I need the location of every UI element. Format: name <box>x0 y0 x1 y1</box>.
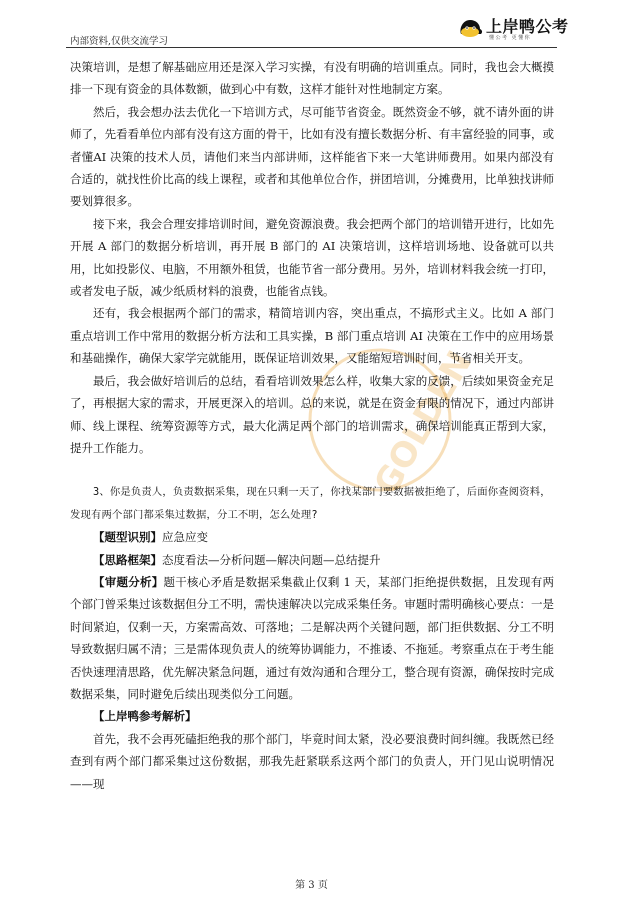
answer-text: 首先，我不会再死磕拒绝我的那个部门，毕竟时间太紧，没必要浪费时间纠缠。我既然已经查到有两个部门都采集过这份数据，那我先赶紧联系这两个部门的负责人，开门见山说明情况——现 <box>70 731 554 791</box>
answer-tag: 【上岸鸭参考解析】 <box>93 709 197 724</box>
brand-logo <box>456 12 569 44</box>
duck-icon <box>456 14 484 42</box>
paragraph-2: 然后，我会想办法去优化一下培训方式，尽可能节省资金。既然资金不够，就不请外面的讲师了，先看看单位内部有没有这方面的骨干，比如有没有擅长数据分析、有丰富经验的同事，或者懂AI 决策的技术人员，请他们来当内部讲师，这样能省下来一大笔讲师费用。如果内部没有合适的，就找性价比高的线上课程，或者和其他单位合作，拼团培训，分摊费用，比单独找讲师要划算很多。 <box>70 104 554 209</box>
frame-text: 态度看法—分析问题—解决问题—总结提升 <box>162 552 381 567</box>
document-body <box>70 56 554 795</box>
question-text: 3、你是负责人，负责数据采集，现在只剩一天了，你找某部门要数据被拒绝了，后面你查阅资料，发现有两个部门都采集过数据，分工不明，怎么处理? <box>70 486 551 521</box>
logo-slogan: 懂公考 更懂你 <box>489 35 532 41</box>
paragraph-4: 还有，我会根据两个部门的需求，精简培训内容，突出重点，不搞形式主义。比如 A 部门重点培训工作中常用的数据分析方法和工具实操，B 部门重点培训 AI 决策在工作中的应用场景和基础操作，确保大家学完就能用，既保证培训效果，又能缩短培训时间，节省相关开支。 <box>70 306 554 366</box>
frame-section <box>70 549 554 571</box>
frame-tag: 【思路框架】 <box>93 552 162 567</box>
analysis-text: 题干核心矛盾是数据采集截止仅剩 1 天，某部门拒绝提供数据，且发现有两个部门曾采集过该数据但分工不明，需快速解决以完成采集任务。审题时需明确核心要点：一是时间紧迫，仅剩一天，方案需高效、可落地；二是解决两个关键问题，部门拒供数据、分工不明导致数据归属不清；三是需体现负责人的统筹协调能力，不推诿、不拖延。考察重点在于考生能否快速理清思路，优先解决紧急问题，通过有效沟通和合理分工，整合现有资源，确保按时完成数据采集，同时避免后续出现类似分工问题。 <box>70 574 555 701</box>
analysis-tag: 【审题分析】 <box>93 574 164 589</box>
logo-title: 上岸鸭公考 <box>486 17 569 36</box>
paragraph-3: 接下来，我会合理安排培训时间，避免资源浪费。我会把两个部门的培训错开进行，比如先开展 A 部门的数据分析培训，再开展 B 部门的 AI 决策培训，这样培训场地、设备就可以共用，比如投影仪、电脑，不用额外租赁，也能节省一部分费用。另外，培训材料我会统一打印，或者发电子版，减少纸质材料的浪费，也能省点钱。 <box>70 216 554 299</box>
paragraph-5: 最后，我会做好培训后的总结，看看培训效果怎么样，收集大家的反馈，后续如果资金充足了，再根据大家的需求，开展更深入的培训。总的来说，就是在资金有限的情况下，通过内部讲师、线上课程、统筹资源等方式，最大化满足两个部门的培训需求，确保培训能真正帮到大家，提升工作能力。 <box>70 373 554 455</box>
paragraph-1: 决策培训，是想了解基础应用还是深入学习实操，有没有明确的培训重点。同时，我也会大概摸排一下现有资金的具体数额，做到心中有数，这样才能针对性地制定方案。 <box>70 60 554 97</box>
type-section <box>70 526 554 548</box>
svg-text:GOLDEN: GOLDEN <box>366 344 480 502</box>
header-note: 内部资料,仅供交流学习 <box>70 36 169 47</box>
answer-heading <box>70 705 554 727</box>
type-text: 应急应变 <box>162 530 208 545</box>
spacer <box>70 459 554 481</box>
type-tag: 【题型识别】 <box>93 530 162 545</box>
header-divider <box>66 47 557 48</box>
page-number: 第 3 页 <box>295 880 328 891</box>
analysis-section <box>70 571 554 705</box>
